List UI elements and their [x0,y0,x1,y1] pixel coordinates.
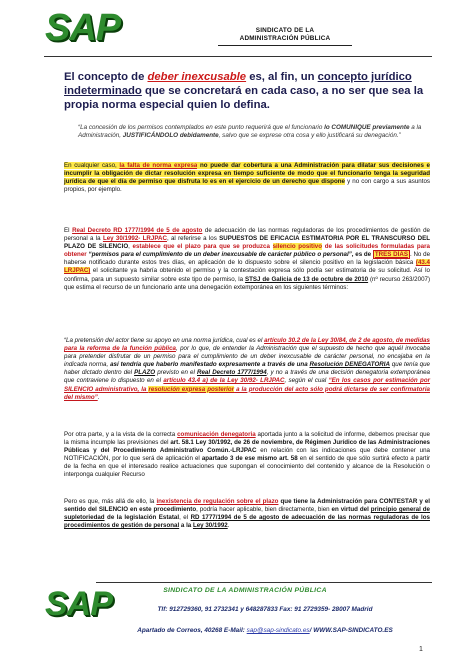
footer [100,586,430,635]
p5-text: , el [179,514,191,522]
p1-highlight: no puede dar cobertura a una Administración para dilatar sus decisiones e incumplir la obligación de dictar resolución expresa en tiempo suficiente de modo que el funcionario tenga la seguridad jurídica de que el día de permiso que disfruta lo es en el ejercicio de un derecho que dispone [64,162,430,186]
footer-contact: Tlf: 912729360, 91 2732341 y 648287833 Fax: 91 2729359- 28007 Madrid [157,606,373,613]
p1-text: En cualquier caso, [64,162,120,169]
p2-lrjpac: (43.4 LRJPAC) [64,259,430,275]
p1-text: y no con cargo a sus asuntos propios, por ejemplo. [64,178,430,194]
p3-resolucion-posterior: resolución expresa posterior [148,385,235,393]
p4-comunicacion-denegatoria: comunicación denegatoria [177,431,256,438]
paragraph-sentencia-quote [64,337,430,402]
syndicate-line-2: ADMINISTRACIÓN PÚBLICA [239,35,331,42]
p4-art-58: art. 58.1 Ley 30/1992, de 26 de noviembre, de Régimen Jurídico de las Administraciones Públicas y del Procedimiento Administrativo Común.-LRJPAC [64,439,430,455]
footer-title: SINDICATO DE LA ADMINISTRACIÓN PÚBLICA [163,587,327,594]
paragraph-real-decreto [64,227,430,292]
p3-articulo-30: artículo 30.2 de la Ley 30/84, de 2 de agosto, de medidas para la reforma de la función pública [64,337,430,353]
p5-sentido-silencio: y el sentido del SILENCIO en este procedimiento [64,498,431,514]
p5-text: de la legislación Estatal [104,514,180,522]
headline-deber-inexcusable: deber inexcusable [147,71,247,83]
p5-ley-30-1992: Ley 30/1992 [192,522,228,530]
header-divider [44,56,432,57]
p3-resolucion-denegatoria: Resolución DENEGATORIA [309,361,390,369]
headline-text: es, al fin, un [246,71,318,83]
syndicate-line-1: SINDICATO DE LA [255,27,315,34]
p4-text: aportada junto a la solicitud de informe, debemos precisar que la misma incumple las previsiones del [64,431,430,447]
p2-text: de adecuación de las normas reguladoras de los procedimientos de gestión de personal a la [64,227,430,243]
paragraph-comunicacion [64,431,430,480]
p2-permisos-quote: “permisos para el cumplimiento de un deber inexcusable de carácter público o personal” [88,251,352,259]
paragraph-inexistencia [64,498,430,530]
p3-plazo: PLAZO [134,369,156,377]
p2-text: , es de [351,251,373,259]
p5-text: en virtud del [331,506,371,514]
p5-text: que tiene la Administración para [278,498,380,505]
p2-text: , [128,243,133,251]
quote-permisos [78,124,430,140]
footer-email-link[interactable]: sap@sap-sindicato.es [246,627,310,634]
p5-text: , podría hacer aplicable, bien directamente, bien [196,506,332,514]
p5-inexistencia: inexistencia de regulación sobre el plazo [156,498,279,505]
p5-rd-1777: RD 1777/1994 de 5 de agosto de adecuación de las normas reguladoras de los procedimientos de gestión de personal [64,514,430,530]
p3-text: , según el cual [284,377,329,385]
headline-concepto: concepto jurídico indeterminado [64,71,412,97]
p3-text: , y no a través de una decisión denegatoria extemporánea que contraviene lo dispuesto en el [64,369,430,385]
p3-silencio-quote: “En los casos por estimación por SILENCIO administrativo, la [64,377,431,393]
p2-text: . No de haberse notificado durante estos tres días, en aplicación de lo dispuesto sobre el silencio positivo en la legislación básica [64,251,431,267]
headline-text: que se concretará en cada caso, a no ser que sea la propia norma especial quien lo defina. [64,85,424,111]
footer-address-text: Apartado de Correos, 40268 E-Mail: [137,627,247,634]
p3-text: . [97,393,100,401]
p3-text: previsto en el [155,369,197,377]
p5-text: . [227,522,230,530]
p2-text: de las solicitudes formuladas para obtener [64,243,430,259]
p3-real-decreto: Real Decreto 1777/1994 [197,369,267,377]
quote-text: , salvo que se exprese otra cosa y ello justificará su denegación.” [218,132,401,140]
p5-text: a la [179,522,193,530]
headline [64,70,426,112]
syndicate-name [218,27,352,46]
quote-text: a la Administración, [78,124,422,140]
p5-text: Pero es que, más allá de ello, la [64,498,157,505]
p2-real-decreto: Real Decreto RD 1777/1994 de 5 de agosto [72,227,203,234]
p4-apartado-3: apartado 3 de ese mismo art. 58 [201,455,298,463]
p2-ley: Ley 30/1992- LRJPAC [102,235,167,243]
footer-web[interactable]: / WWW.SAP-SINDICATO.ES [309,627,393,634]
p2-text: El [64,227,73,234]
p4-text: en relación con las indicaciones que debe contener una NOTIFICACIÓN, por lo que será de aplicación el [64,447,430,463]
p3-text: , por lo que, de entender la Administración que el supuesto de hecho que aquél invocaba para pretender disfrutar de un permiso para el cumplimiento de un deber inexcusable de carácter personal, no encajaba en la indicada norma, [64,345,430,369]
p2-supuestos: SUPUESTOS DE EFICACIA ESTIMATORIA POR EL TRANSCURSO DEL PLAZO DE SILENCIO [64,235,430,251]
p2-silencio-positivo: silencio positivo [272,243,323,251]
sap-logo-footer: SAP [45,585,112,623]
sap-logo: SAP [45,7,121,49]
footer-address [100,626,430,635]
page-number: 1 [419,646,423,653]
p2-text: (nº recurso 263/2007) que estima el recurso de un funcionario ante una denegación extemporánea en los siguientes términos: [64,275,431,291]
p3-text: que tenía que haber dictado dentro del [64,361,430,377]
footer-divider [96,582,432,583]
p2-establece: establece que el plazo para que se produzca [132,243,273,251]
p3-confirmatoria: a la producción del acto sólo podrá dictarse de ser confirmatoria del mismo” [64,385,430,401]
p2-text: , al referirse a los [166,235,220,243]
quote-comunique: lo COMUNIQUE previamente [324,124,410,131]
quote-text: “La concesión de los permisos contemplados en este punto requerirá que el funcionario [78,124,325,131]
quote-justificando: JUSTIFICÁNDOLO debidamente [122,132,219,140]
headline-text: El concepto de [64,71,148,83]
p2-stsj: STSJ de Galicia de 13 de octubre de 2010 [245,275,369,283]
p3-manifestado: así tendría que haberlo manifestado expresamente a través de una [110,361,310,369]
p5-supletoriedad: principio general de supletoriedad [64,506,430,522]
p3-articulo-43: artículo 43.4 a) de la Ley 30/92- LRJPAC [163,377,285,385]
p3-text: “La pretensión del actor tiene su apoyo en una norma jurídica, cual es el [64,337,265,344]
p2-text: el solicitante ya habría obtenido el permiso y la contestación expresa sólo podía ser estimatoria de su solicitud. Así lo confirma, para un supuesto similar sobre este tipo de permiso, la [64,267,430,283]
p1-falta-norma: la falta de norma expresa [119,162,198,169]
p4-text: en el sentido de que sólo surtirá efecto a partir de la fecha en que el interesado realice actuaciones que supongan el conocimiento del contenido y alcance de la Resolución o interponga cualquier Recurso [64,455,431,479]
p5-contestar: CONTESTAR [379,498,418,505]
p4-text: Por otra parte, y a la vista de la correcta [64,431,178,438]
p2-tres-dias: TRES DÍAS [374,251,408,259]
paragraph-falta-norma [64,162,430,194]
